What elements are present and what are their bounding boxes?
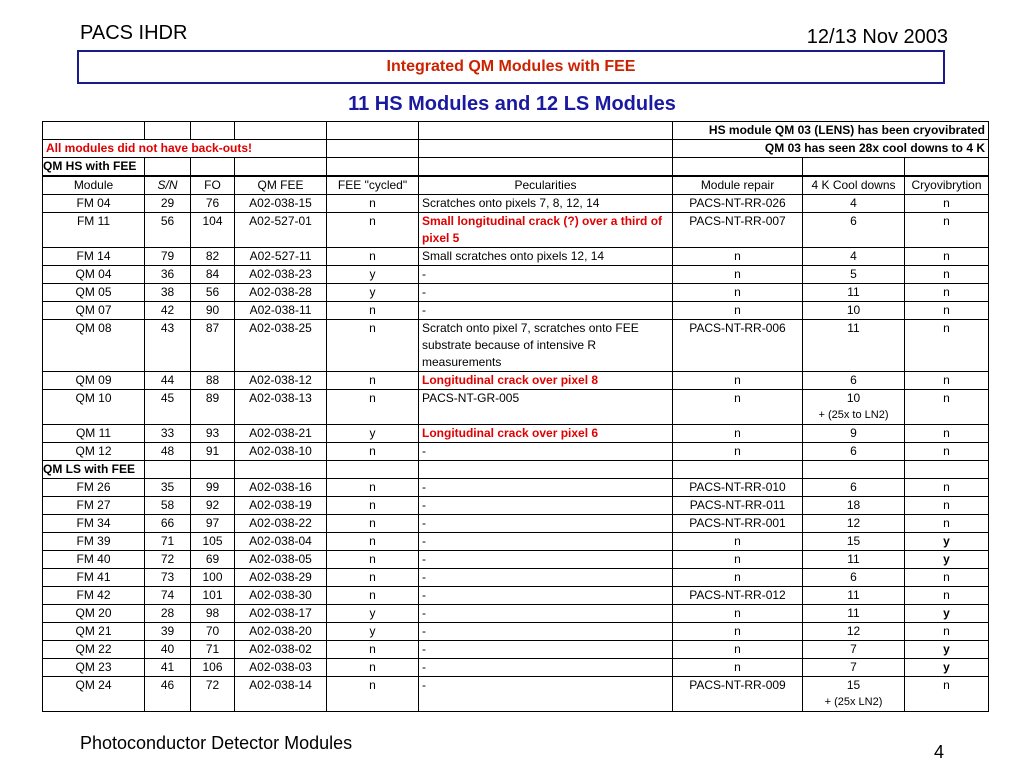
table-row <box>43 569 989 587</box>
cell-module: QM 24 <box>43 677 145 712</box>
cell-sn: 48 <box>145 443 191 461</box>
table-row <box>43 248 989 266</box>
modules-table <box>42 121 989 712</box>
cell-vib: n <box>905 284 989 302</box>
cell-pec: Scratch onto pixel 7, scratches onto FEE substrate because of intensive R measurements <box>419 320 673 372</box>
table-row <box>43 390 989 425</box>
cell-module: FM 42 <box>43 587 145 605</box>
cell-fee: A02-038-21 <box>235 425 327 443</box>
cell-fee: A02-038-15 <box>235 195 327 213</box>
cell-fee: A02-038-22 <box>235 515 327 533</box>
cell-module: QM 21 <box>43 623 145 641</box>
cell-vib: n <box>905 213 989 248</box>
cell-pec: PACS-NT-GR-005 <box>419 390 673 425</box>
cell-fo: 100 <box>191 569 235 587</box>
cell-cycled: n <box>327 302 419 320</box>
table-row <box>43 659 989 677</box>
cell-vib: n <box>905 390 989 425</box>
cell-pec: - <box>419 641 673 659</box>
table-row <box>43 320 989 372</box>
cell-fo: 90 <box>191 302 235 320</box>
cool-count: 6 <box>850 570 857 584</box>
cell-repair: n <box>673 372 803 390</box>
cell-fo: 91 <box>191 443 235 461</box>
cell-sn: 41 <box>145 659 191 677</box>
cell-module: QM 05 <box>43 284 145 302</box>
cell-fo: 72 <box>191 677 235 712</box>
section-ls-label: QM LS with FEE <box>43 461 145 479</box>
table-row <box>43 479 989 497</box>
cool-count: 6 <box>850 444 857 458</box>
cell-vib: y <box>905 551 989 569</box>
cell-module: QM 09 <box>43 372 145 390</box>
cell-cool <box>803 213 905 248</box>
cell-sn: 35 <box>145 479 191 497</box>
cell-fo: 84 <box>191 266 235 284</box>
cell-fo: 93 <box>191 425 235 443</box>
cell-fo: 101 <box>191 587 235 605</box>
cell-module: FM 04 <box>43 195 145 213</box>
cell-repair: n <box>673 551 803 569</box>
cell-pec: - <box>419 605 673 623</box>
cell-repair: PACS-NT-RR-026 <box>673 195 803 213</box>
cell-repair: n <box>673 425 803 443</box>
cell-vib: n <box>905 587 989 605</box>
cell-cycled: n <box>327 515 419 533</box>
col-fee-cycled: FEE "cycled" <box>327 176 419 195</box>
cell-cool <box>803 266 905 284</box>
cool-count: 9 <box>850 426 857 440</box>
cell-cycled: n <box>327 248 419 266</box>
cell-fee: A02-038-25 <box>235 320 327 372</box>
cool-count: 4 <box>850 249 857 263</box>
cell-fo: 97 <box>191 515 235 533</box>
cell-cycled: y <box>327 284 419 302</box>
cell-repair: PACS-NT-RR-006 <box>673 320 803 372</box>
cell-fo: 87 <box>191 320 235 372</box>
cell-module: FM 27 <box>43 497 145 515</box>
banner-title: Integrated QM Modules with FEE <box>77 50 945 84</box>
cell-vib: n <box>905 443 989 461</box>
cell-fee: A02-038-16 <box>235 479 327 497</box>
cell-module: QM 23 <box>43 659 145 677</box>
cell-vib: n <box>905 515 989 533</box>
cell-vib: n <box>905 248 989 266</box>
note-vibrated: HS module QM 03 (LENS) has been cryovibrated <box>673 122 989 140</box>
header-date: 12/13 Nov 2003 <box>806 26 948 48</box>
cell-vib: y <box>905 533 989 551</box>
cell-fee: A02-038-17 <box>235 605 327 623</box>
table-row <box>43 587 989 605</box>
cell-cycled: n <box>327 195 419 213</box>
table-row <box>43 515 989 533</box>
empty-cell <box>419 461 673 479</box>
cell-module: FM 40 <box>43 551 145 569</box>
cell-module: FM 26 <box>43 479 145 497</box>
cell-fo: 82 <box>191 248 235 266</box>
cell-repair: PACS-NT-RR-009 <box>673 677 803 712</box>
cell-vib: n <box>905 623 989 641</box>
cell-cycled: n <box>327 587 419 605</box>
cell-repair: n <box>673 641 803 659</box>
cell-cool <box>803 515 905 533</box>
cool-count: 15 <box>846 678 861 692</box>
cool-note: + (25x to LN2) <box>818 409 889 421</box>
cell-sn: 39 <box>145 623 191 641</box>
cell-fee: A02-038-13 <box>235 390 327 425</box>
col-qm-fee: QM FEE <box>235 176 327 195</box>
col-pecularities: Pecularities <box>419 176 673 195</box>
cell-module: QM 20 <box>43 605 145 623</box>
cell-cool <box>803 248 905 266</box>
cell-cool <box>803 641 905 659</box>
cool-count: 6 <box>850 373 857 387</box>
cell-vib: n <box>905 479 989 497</box>
cell-pec: Longitudinal crack over pixel 8 <box>419 372 673 390</box>
cell-pec: - <box>419 659 673 677</box>
cell-cool <box>803 479 905 497</box>
cell-cycled: n <box>327 479 419 497</box>
cell-sn: 33 <box>145 425 191 443</box>
section-hs-label: QM HS with FEE <box>43 158 145 177</box>
note-backouts: All modules did not have back-outs! <box>43 140 327 158</box>
cell-fo: 69 <box>191 551 235 569</box>
cell-fee: A02-038-02 <box>235 641 327 659</box>
cool-count: 6 <box>850 480 857 494</box>
cell-fee: A02-038-14 <box>235 677 327 712</box>
cell-cycled: n <box>327 372 419 390</box>
cool-count: 4 <box>850 196 857 210</box>
cell-fee: A02-038-12 <box>235 372 327 390</box>
table-row <box>43 497 989 515</box>
page-subtitle: 11 HS Modules and 12 LS Modules <box>348 93 676 115</box>
cell-module: QM 07 <box>43 302 145 320</box>
cool-count: 11 <box>847 588 860 602</box>
cell-cycled: n <box>327 533 419 551</box>
cell-cool <box>803 372 905 390</box>
cell-module: QM 12 <box>43 443 145 461</box>
cell-sn: 40 <box>145 641 191 659</box>
cell-cool <box>803 425 905 443</box>
col-fo: FO <box>191 176 235 195</box>
cool-count: 12 <box>846 624 861 638</box>
cell-fee: A02-038-19 <box>235 497 327 515</box>
cell-pec: - <box>419 533 673 551</box>
cool-count: 11 <box>847 606 860 620</box>
cell-vib: n <box>905 302 989 320</box>
cell-fee: A02-038-28 <box>235 284 327 302</box>
cell-cycled: y <box>327 623 419 641</box>
cell-cool <box>803 195 905 213</box>
cell-fee: A02-038-05 <box>235 551 327 569</box>
cell-repair: PACS-NT-RR-007 <box>673 213 803 248</box>
table-row <box>43 266 989 284</box>
cell-repair: PACS-NT-RR-011 <box>673 497 803 515</box>
note-row-vibrated <box>43 122 989 140</box>
cell-pec: Longitudinal crack over pixel 6 <box>419 425 673 443</box>
cool-count: 5 <box>850 267 857 281</box>
cell-sn: 43 <box>145 320 191 372</box>
cell-cool <box>803 302 905 320</box>
cell-fo: 105 <box>191 533 235 551</box>
cell-fo: 99 <box>191 479 235 497</box>
cell-repair: n <box>673 390 803 425</box>
note-cooldowns: QM 03 has seen 28x cool downs to 4 K <box>673 140 989 158</box>
cell-fo: 89 <box>191 390 235 425</box>
cell-repair: n <box>673 605 803 623</box>
cell-sn: 71 <box>145 533 191 551</box>
cell-pec: - <box>419 497 673 515</box>
cool-count: 7 <box>850 642 857 656</box>
cool-count: 10 <box>846 303 861 317</box>
cell-cool <box>803 587 905 605</box>
col-module: Module <box>43 176 145 195</box>
table-row <box>43 443 989 461</box>
table-row <box>43 195 989 213</box>
cell-pec: - <box>419 623 673 641</box>
cell-repair: n <box>673 443 803 461</box>
col-cool-downs: 4 K Cool downs <box>803 176 905 195</box>
cool-count: 11 <box>847 285 860 299</box>
cell-cool <box>803 623 905 641</box>
cell-pec: - <box>419 587 673 605</box>
cell-sn: 29 <box>145 195 191 213</box>
cell-cool <box>803 569 905 587</box>
cell-vib: n <box>905 425 989 443</box>
cell-fo: 70 <box>191 623 235 641</box>
table-row <box>43 372 989 390</box>
table-row <box>43 533 989 551</box>
cell-sn: 36 <box>145 266 191 284</box>
cell-module: FM 41 <box>43 569 145 587</box>
cool-count: 15 <box>846 534 861 548</box>
cell-vib: y <box>905 641 989 659</box>
cell-cycled: n <box>327 551 419 569</box>
cell-fo: 98 <box>191 605 235 623</box>
table-row <box>43 302 989 320</box>
cell-vib: n <box>905 195 989 213</box>
cell-cool <box>803 605 905 623</box>
empty-cell <box>191 461 235 479</box>
cell-repair: n <box>673 284 803 302</box>
cell-cycled: n <box>327 569 419 587</box>
cell-fo: 104 <box>191 213 235 248</box>
table-row <box>43 641 989 659</box>
table-row <box>43 605 989 623</box>
cell-repair: n <box>673 533 803 551</box>
cell-cycled: n <box>327 390 419 425</box>
empty-cell <box>803 461 905 479</box>
empty-cell <box>673 461 803 479</box>
cell-fee: A02-038-11 <box>235 302 327 320</box>
cell-vib: y <box>905 659 989 677</box>
cell-fo: 88 <box>191 372 235 390</box>
table-row <box>43 284 989 302</box>
empty-cell <box>235 461 327 479</box>
cell-module: FM 39 <box>43 533 145 551</box>
cell-sn: 45 <box>145 390 191 425</box>
cell-cool <box>803 320 905 372</box>
cell-vib: n <box>905 266 989 284</box>
cell-pec: - <box>419 677 673 712</box>
table-row <box>43 425 989 443</box>
header-left: PACS IHDR <box>80 22 188 44</box>
cell-vib: n <box>905 497 989 515</box>
cool-count: 11 <box>847 321 860 335</box>
cell-repair: n <box>673 569 803 587</box>
cell-cycled: n <box>327 443 419 461</box>
cell-module: FM 14 <box>43 248 145 266</box>
col-cryovibration: Cryovibrytion <box>905 176 989 195</box>
cell-pec: Scratches onto pixels 7, 8, 12, 14 <box>419 195 673 213</box>
empty-cell <box>327 461 419 479</box>
cell-fo: 92 <box>191 497 235 515</box>
cell-repair: PACS-NT-RR-010 <box>673 479 803 497</box>
cell-vib: n <box>905 569 989 587</box>
cool-note: + (25x LN2) <box>824 696 883 708</box>
cell-cool <box>803 659 905 677</box>
cell-sn: 28 <box>145 605 191 623</box>
cell-pec: - <box>419 266 673 284</box>
cool-count: 18 <box>846 498 861 512</box>
cell-pec: Small scratches onto pixels 12, 14 <box>419 248 673 266</box>
cell-repair: PACS-NT-RR-012 <box>673 587 803 605</box>
cell-cycled: y <box>327 266 419 284</box>
cell-sn: 74 <box>145 587 191 605</box>
table-row <box>43 677 989 712</box>
cell-repair: n <box>673 623 803 641</box>
cell-fo: 106 <box>191 659 235 677</box>
cell-pec: - <box>419 284 673 302</box>
cell-sn: 72 <box>145 551 191 569</box>
table-row <box>43 623 989 641</box>
cell-vib: n <box>905 320 989 372</box>
cell-pec: Small longitudinal crack (?) over a third of pixel 5 <box>419 213 673 248</box>
cell-pec: - <box>419 551 673 569</box>
cell-fee: A02-038-20 <box>235 623 327 641</box>
cell-fee: A02-038-30 <box>235 587 327 605</box>
cell-sn: 44 <box>145 372 191 390</box>
cell-cool <box>803 677 905 712</box>
cool-count: 12 <box>846 516 861 530</box>
cell-fee: A02-038-23 <box>235 266 327 284</box>
cell-vib: n <box>905 677 989 712</box>
page-number: 4 <box>934 742 945 762</box>
cell-vib: y <box>905 605 989 623</box>
table-row <box>43 551 989 569</box>
cell-sn: 79 <box>145 248 191 266</box>
cell-vib: n <box>905 372 989 390</box>
cell-cool <box>803 497 905 515</box>
cell-sn: 58 <box>145 497 191 515</box>
cool-count: 10 <box>846 391 861 405</box>
cell-repair: n <box>673 302 803 320</box>
cell-module: QM 08 <box>43 320 145 372</box>
cell-repair: n <box>673 248 803 266</box>
cell-sn: 66 <box>145 515 191 533</box>
cool-count: 7 <box>850 660 857 674</box>
note-row-cooldowns <box>43 140 989 158</box>
cell-sn: 42 <box>145 302 191 320</box>
cell-repair: n <box>673 266 803 284</box>
cell-cool <box>803 390 905 425</box>
cell-pec: - <box>419 302 673 320</box>
cell-cycled: n <box>327 641 419 659</box>
cell-fee: A02-038-10 <box>235 443 327 461</box>
cool-count: 6 <box>850 214 857 228</box>
cell-module: QM 11 <box>43 425 145 443</box>
col-sn: S/N <box>145 176 191 195</box>
cell-cycled: n <box>327 213 419 248</box>
cell-repair: n <box>673 659 803 677</box>
cell-cycled: n <box>327 677 419 712</box>
cell-fee: A02-038-03 <box>235 659 327 677</box>
cell-cycled: n <box>327 659 419 677</box>
cell-fo: 76 <box>191 195 235 213</box>
cell-module: FM 11 <box>43 213 145 248</box>
cell-cycled: n <box>327 320 419 372</box>
cell-cool <box>803 443 905 461</box>
cell-module: FM 34 <box>43 515 145 533</box>
cell-cycled: y <box>327 425 419 443</box>
cool-count: 11 <box>847 552 860 566</box>
cell-cycled: n <box>327 497 419 515</box>
cell-pec: - <box>419 569 673 587</box>
cell-module: QM 10 <box>43 390 145 425</box>
cell-fo: 71 <box>191 641 235 659</box>
column-header-row <box>43 176 989 195</box>
empty-cell <box>145 461 191 479</box>
cell-pec: - <box>419 479 673 497</box>
cell-cool <box>803 533 905 551</box>
cell-cool <box>803 551 905 569</box>
cell-module: QM 22 <box>43 641 145 659</box>
cell-repair: PACS-NT-RR-001 <box>673 515 803 533</box>
cell-sn: 38 <box>145 284 191 302</box>
cell-fee: A02-038-04 <box>235 533 327 551</box>
section-row-hs <box>43 158 989 177</box>
cell-sn: 73 <box>145 569 191 587</box>
cell-fee: A02-038-29 <box>235 569 327 587</box>
cell-pec: - <box>419 443 673 461</box>
footer-title: Photoconductor Detector Modules <box>80 733 353 753</box>
cell-sn: 46 <box>145 677 191 712</box>
cell-sn: 56 <box>145 213 191 248</box>
cell-pec: - <box>419 515 673 533</box>
cell-fee: A02-527-01 <box>235 213 327 248</box>
cell-cycled: y <box>327 605 419 623</box>
cell-fee: A02-527-11 <box>235 248 327 266</box>
col-module-repair: Module repair <box>673 176 803 195</box>
table-row <box>43 213 989 248</box>
cell-module: QM 04 <box>43 266 145 284</box>
empty-cell <box>905 461 989 479</box>
section-row-ls <box>43 461 989 479</box>
cell-cool <box>803 284 905 302</box>
cell-fo: 56 <box>191 284 235 302</box>
